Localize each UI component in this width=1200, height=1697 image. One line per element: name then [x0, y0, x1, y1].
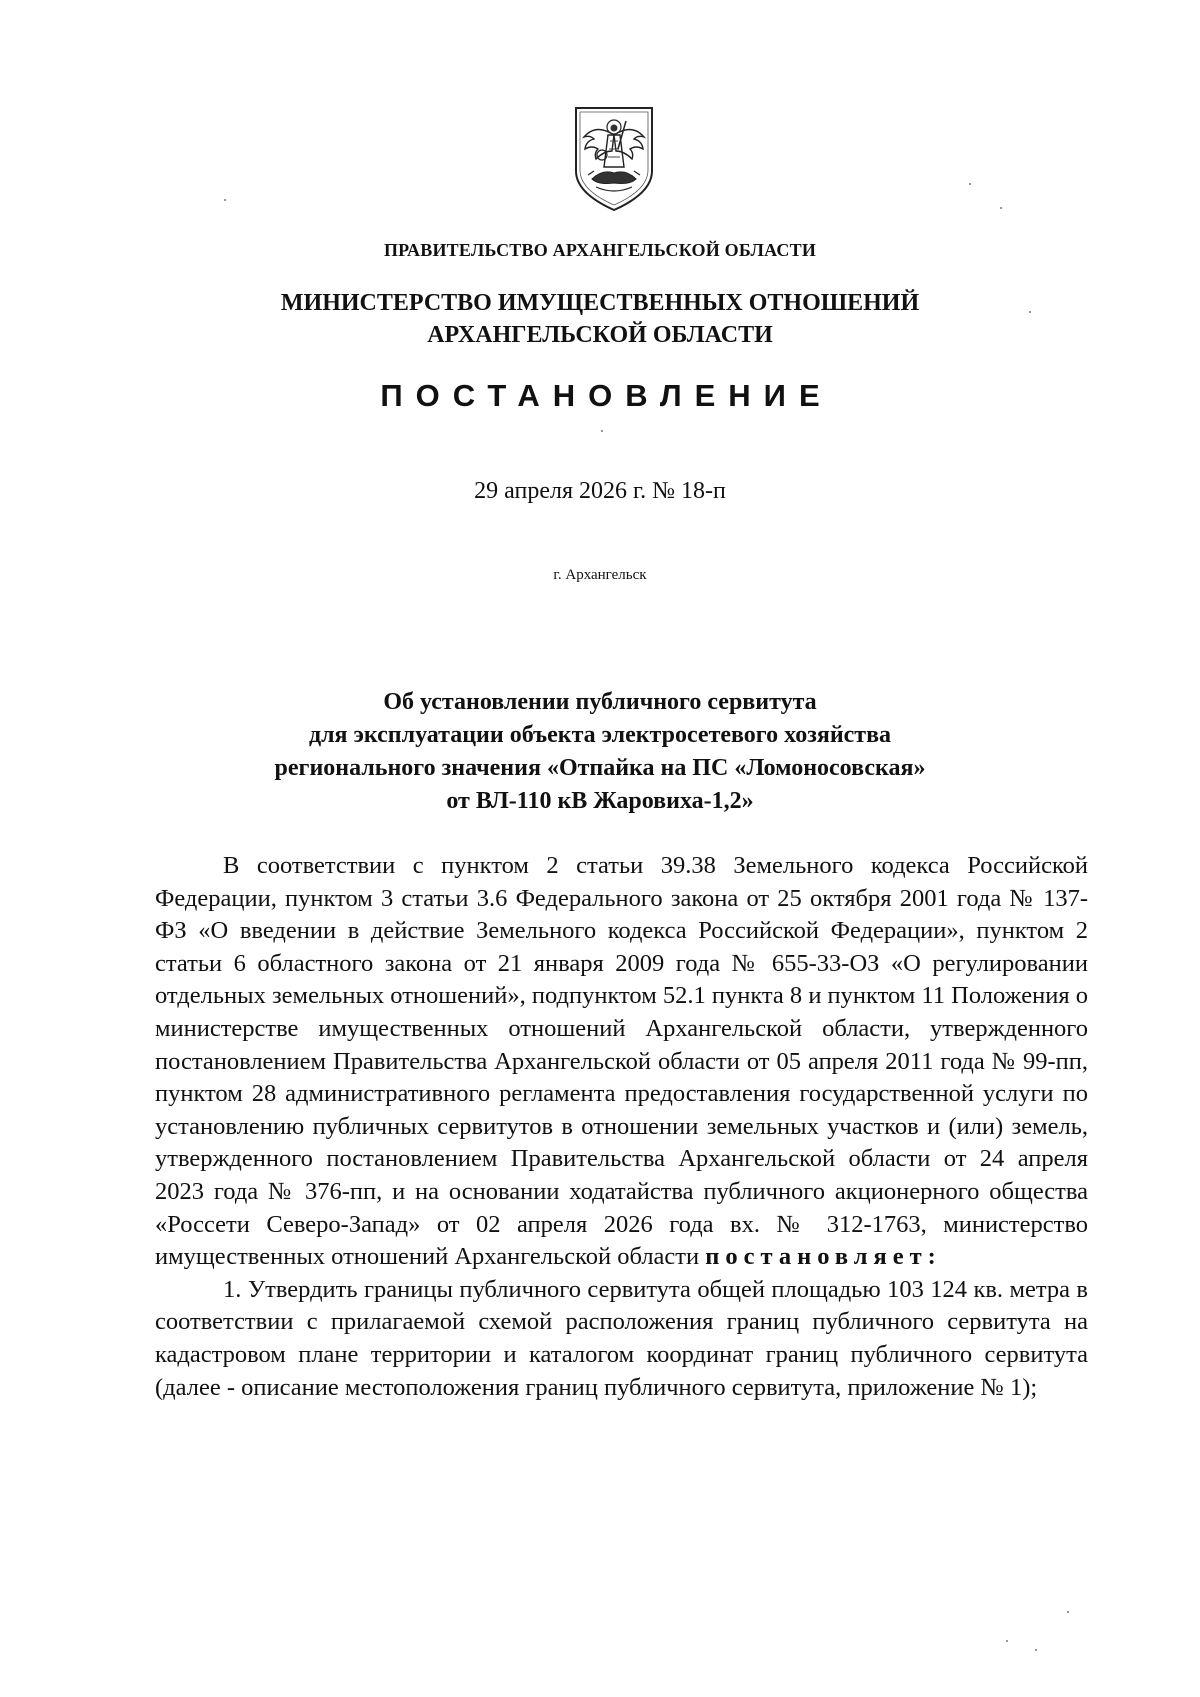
document-title-line3: регионального значения «Отпайка на ПС «Ломоносовская» — [274, 755, 926, 781]
ministry-name — [0, 287, 1200, 351]
preamble-text: В соответствии с пунктом 2 статьи 39.38 Земельного кодекса Российской Федерации, пунктом 3 статьи 3.6 Федерального закона от 25 октября 2001 года № 137-ФЗ «О введении в действие Земельного кодекса Российской Федерации», пунктом 2 статьи 6 областного закона от 21 января 2009 года № 655-33-ОЗ «О регулировании отдельных земельных отношений», подпунктом 52.1 пункта 8 и пунктом 11 Положения о министерстве имущественных отношений Архангельской области, утвержденного постановлением Правительства Архангельской области от 05 апреля 2011 года № 99-пп, пунктом 28 административного регламента предоставления государственной услуги по установлению публичных сервитутов в отношении земельных участков и (или) земель, утвержденного постановлением Правительства Архангельской области от 24 апреля 2023 года № 376-пп, и на основании ходатайства публичного акционерного общества «Россети Северо-Запад» от 02 апреля 2026 года вх. № 312-1763, министерство имущественных отношений Архангельской области — [155, 852, 1088, 1271]
scan-speck — [1006, 1640, 1008, 1642]
document-title-line2: для эксплуатации объекта электросетевого хозяйства — [308, 722, 892, 748]
scan-speck — [1029, 311, 1031, 313]
ministry-name-line2: АРХАНГЕЛЬСКОЙ ОБЛАСТИ — [427, 322, 773, 348]
document-title — [0, 686, 1200, 818]
scan-speck — [1067, 1611, 1069, 1613]
government-name: ПРАВИТЕЛЬСТВО АРХАНГЕЛЬСКОЙ ОБЛАСТИ — [383, 240, 817, 260]
item-1-paragraph: 1. Утвердить границы публичного сервитута общей площадью 103 124 кв. метра в соответствии с прилагаемой схемой расположения границ публичного сервитута на кадастровом плане территории и каталогом координат границ публичного сервитута (далее - описание местоположения границ публичного сервитута, приложение № 1); — [155, 1275, 1088, 1401]
preamble-paragraph — [155, 850, 1088, 1274]
scan-speck — [969, 183, 971, 185]
scan-speck — [224, 199, 226, 201]
document-type: ПОСТАНОВЛЕНИЕ — [380, 378, 833, 413]
document-date-number: 29 апреля 2026 г. № 18-п — [474, 478, 726, 504]
document-city: г. Архангельск — [553, 567, 647, 583]
ministry-name-line1: МИНИСТЕРСТВО ИМУЩЕСТВЕННЫХ ОТНОШЕНИЙ — [280, 290, 920, 316]
scan-speck — [601, 430, 603, 432]
document-title-line4: от ВЛ-110 кВ Жаровиха-1,2» — [446, 788, 754, 814]
scan-speck — [1000, 207, 1002, 209]
archangel-coat-of-arms-icon — [572, 105, 656, 213]
document-body — [155, 850, 1088, 1404]
document-title-line1: Об установлении публичного сервитута — [383, 689, 817, 715]
scan-speck — [1035, 1649, 1037, 1651]
resolves-keyword: постановляет: — [705, 1243, 942, 1271]
